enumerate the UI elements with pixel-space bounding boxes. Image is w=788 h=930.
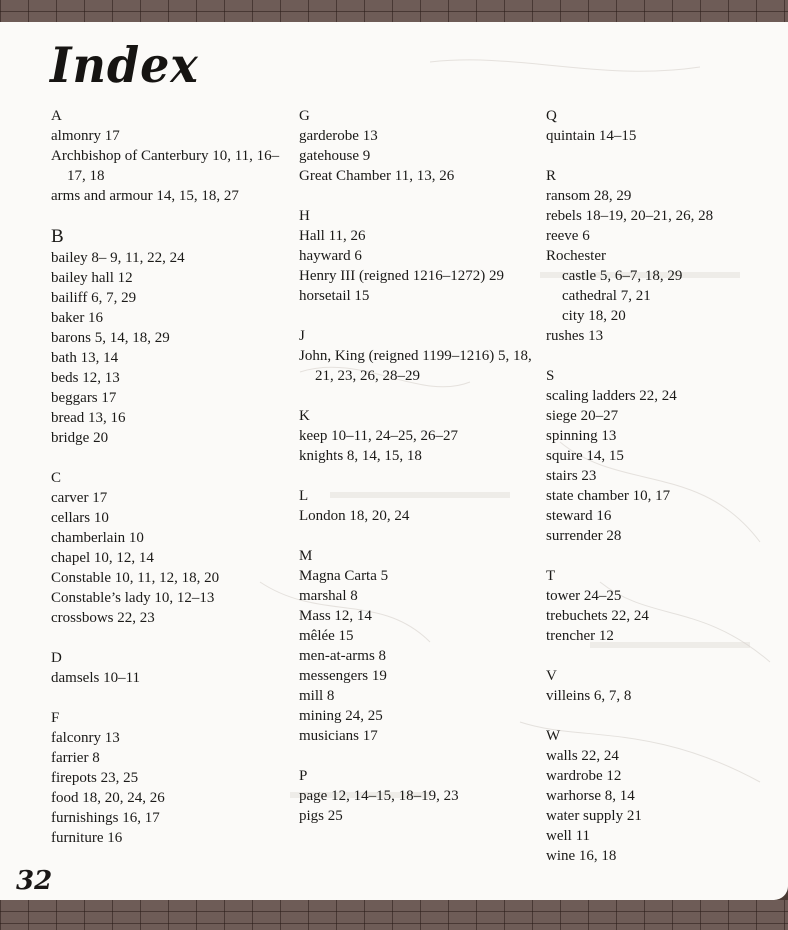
index-section-l: [299, 486, 534, 526]
index-entry: trencher 12: [546, 628, 614, 644]
index-entry: hayward 6: [299, 248, 362, 264]
index-entry: water supply 21: [546, 808, 642, 824]
index-entry: page 12, 14–15, 18–19, 23: [299, 788, 459, 804]
section-letter: J: [299, 328, 305, 344]
index-entry: wardrobe 12: [546, 768, 622, 784]
index-section-s: [546, 366, 776, 546]
index-entry: Mass 12, 14: [299, 608, 372, 624]
index-entry: Archbishop of Canterbury 10, 11, 16–17, 18: [51, 148, 280, 184]
index-section-a: [51, 106, 286, 206]
index-entry: steward 16: [546, 508, 612, 524]
index-entry: Rochester: [546, 248, 606, 264]
section-letter: R: [546, 168, 557, 184]
section-letter: A: [51, 108, 62, 124]
index-entry: wine 16, 18: [546, 848, 617, 864]
index-entry: squire 14, 15: [546, 448, 624, 464]
index-entry: bailey hall 12: [51, 270, 133, 286]
index-entry: baker 16: [51, 310, 104, 326]
index-entry: Hall 11, 26: [299, 228, 366, 244]
index-entry: Constable 10, 11, 12, 18, 20: [51, 570, 220, 586]
index-entry: tower 24–25: [546, 588, 622, 604]
section-letter: M: [299, 548, 313, 564]
index-entry: well 11: [546, 828, 591, 844]
index-entry: men-at-arms 8: [299, 648, 387, 664]
index-column-1: [51, 106, 286, 868]
index-entry: scaling ladders 22, 24: [546, 388, 677, 404]
index-entry: musicians 17: [299, 728, 378, 744]
section-letter: L: [299, 488, 309, 504]
section-letter: Q: [546, 108, 557, 124]
section-letter: D: [51, 650, 62, 666]
index-entry: quintain 14–15: [546, 128, 637, 144]
index-entry: furnishings 16, 17: [51, 810, 160, 826]
index-entry: furniture 16: [51, 830, 123, 846]
section-letter: T: [546, 568, 556, 584]
index-section-r: [546, 166, 776, 346]
index-column-3: [546, 106, 776, 886]
index-entry: castle 5, 6–7, 18, 29: [562, 268, 683, 284]
index-entry: surrender 28: [546, 528, 622, 544]
section-letter: P: [299, 768, 308, 784]
index-page: [0, 22, 788, 900]
index-entry: marshal 8: [299, 588, 358, 604]
index-entry: cellars 10: [51, 510, 109, 526]
index-entry: barons 5, 14, 18, 29: [51, 330, 170, 346]
index-entry: garderobe 13: [299, 128, 378, 144]
index-section-b: [51, 226, 286, 448]
index-section-m: [299, 546, 534, 746]
index-entry: mêlée 15: [299, 628, 354, 644]
index-entry: food 18, 20, 24, 26: [51, 790, 165, 806]
index-entry: arms and armour 14, 15, 18, 27: [51, 188, 239, 204]
index-entry: city 18, 20: [562, 308, 626, 324]
index-entry: spinning 13: [546, 428, 617, 444]
index-entry: bath 13, 14: [51, 350, 119, 366]
section-letter: G: [299, 108, 310, 124]
index-entry: gatehouse 9: [299, 148, 371, 164]
index-entry: damsels 10–11: [51, 670, 141, 686]
index-entry: falconry 13: [51, 730, 120, 746]
index-section-f: [51, 708, 286, 848]
index-entry: trebuchets 22, 24: [546, 608, 649, 624]
index-entry: walls 22, 24: [546, 748, 619, 764]
index-entry: beds 12, 13: [51, 370, 120, 386]
section-letter: W: [546, 728, 561, 744]
index-entry: ransom 28, 29: [546, 188, 632, 204]
index-entry: state chamber 10, 17: [546, 488, 671, 504]
index-entry: firepots 23, 25: [51, 770, 139, 786]
index-entry: cathedral 7, 21: [562, 288, 651, 304]
index-entry: John, King (reigned 1199–1216) 5, 18, 21, 23, 26, 28–29: [299, 348, 532, 384]
index-entry: bailey 8– 9, 11, 22, 24: [51, 250, 185, 266]
index-entry: chapel 10, 12, 14: [51, 550, 154, 566]
index-section-c: [51, 468, 286, 628]
index-section-k: [299, 406, 534, 466]
index-entry: pigs 25: [299, 808, 343, 824]
index-entry: almonry 17: [51, 128, 120, 144]
index-section-v: [546, 666, 776, 706]
page-number: 32: [16, 866, 53, 896]
page-title: Index: [50, 36, 199, 94]
index-section-q: [546, 106, 776, 146]
index-entry: chamberlain 10: [51, 530, 144, 546]
index-column-2: [299, 106, 534, 846]
index-section-g: [299, 106, 534, 186]
index-entry: villeins 6, 7, 8: [546, 688, 632, 704]
index-entry: bread 13, 16: [51, 410, 126, 426]
index-entry: keep 10–11, 24–25, 26–27: [299, 428, 459, 444]
index-entry: mill 8: [299, 688, 335, 704]
index-section-j: [299, 326, 534, 386]
brick-border-top: [0, 0, 788, 22]
index-entry: Magna Carta 5: [299, 568, 389, 584]
index-entry: horsetail 15: [299, 288, 370, 304]
index-entry: crossbows 22, 23: [51, 610, 155, 626]
index-entry: bridge 20: [51, 430, 109, 446]
section-letter: K: [299, 408, 310, 424]
index-entry: reeve 6: [546, 228, 590, 244]
index-entry: knights 8, 14, 15, 18: [299, 448, 422, 464]
index-entry: London 18, 20, 24: [299, 508, 410, 524]
index-section-p: [299, 766, 534, 826]
index-entry: messengers 19: [299, 668, 387, 684]
section-letter: V: [546, 668, 557, 684]
section-letter: S: [546, 368, 555, 384]
index-entry: warhorse 8, 14: [546, 788, 635, 804]
index-section-d: [51, 648, 286, 688]
index-entry: beggars 17: [51, 390, 117, 406]
brick-border-bottom: [0, 900, 788, 930]
index-entry: farrier 8: [51, 750, 100, 766]
index-entry: mining 24, 25: [299, 708, 383, 724]
index-section-t: [546, 566, 776, 646]
index-entry: Constable’s lady 10, 12–13: [51, 590, 215, 606]
section-letter: C: [51, 470, 62, 486]
index-entry: rushes 13: [546, 328, 604, 344]
index-entry: rebels 18–19, 20–21, 26, 28: [546, 208, 714, 224]
index-entry: carver 17: [51, 490, 108, 506]
index-entry: Henry III (reigned 1216–1272) 29: [299, 268, 504, 284]
index-entry: stairs 23: [546, 468, 597, 484]
section-letter: F: [51, 710, 60, 726]
section-letter: H: [299, 208, 310, 224]
index-section-h: [299, 206, 534, 306]
section-letter: B: [51, 226, 64, 247]
index-entry: bailiff 6, 7, 29: [51, 290, 137, 306]
index-entry: Great Chamber 11, 13, 26: [299, 168, 455, 184]
index-section-w: [546, 726, 776, 866]
index-entry: siege 20–27: [546, 408, 619, 424]
